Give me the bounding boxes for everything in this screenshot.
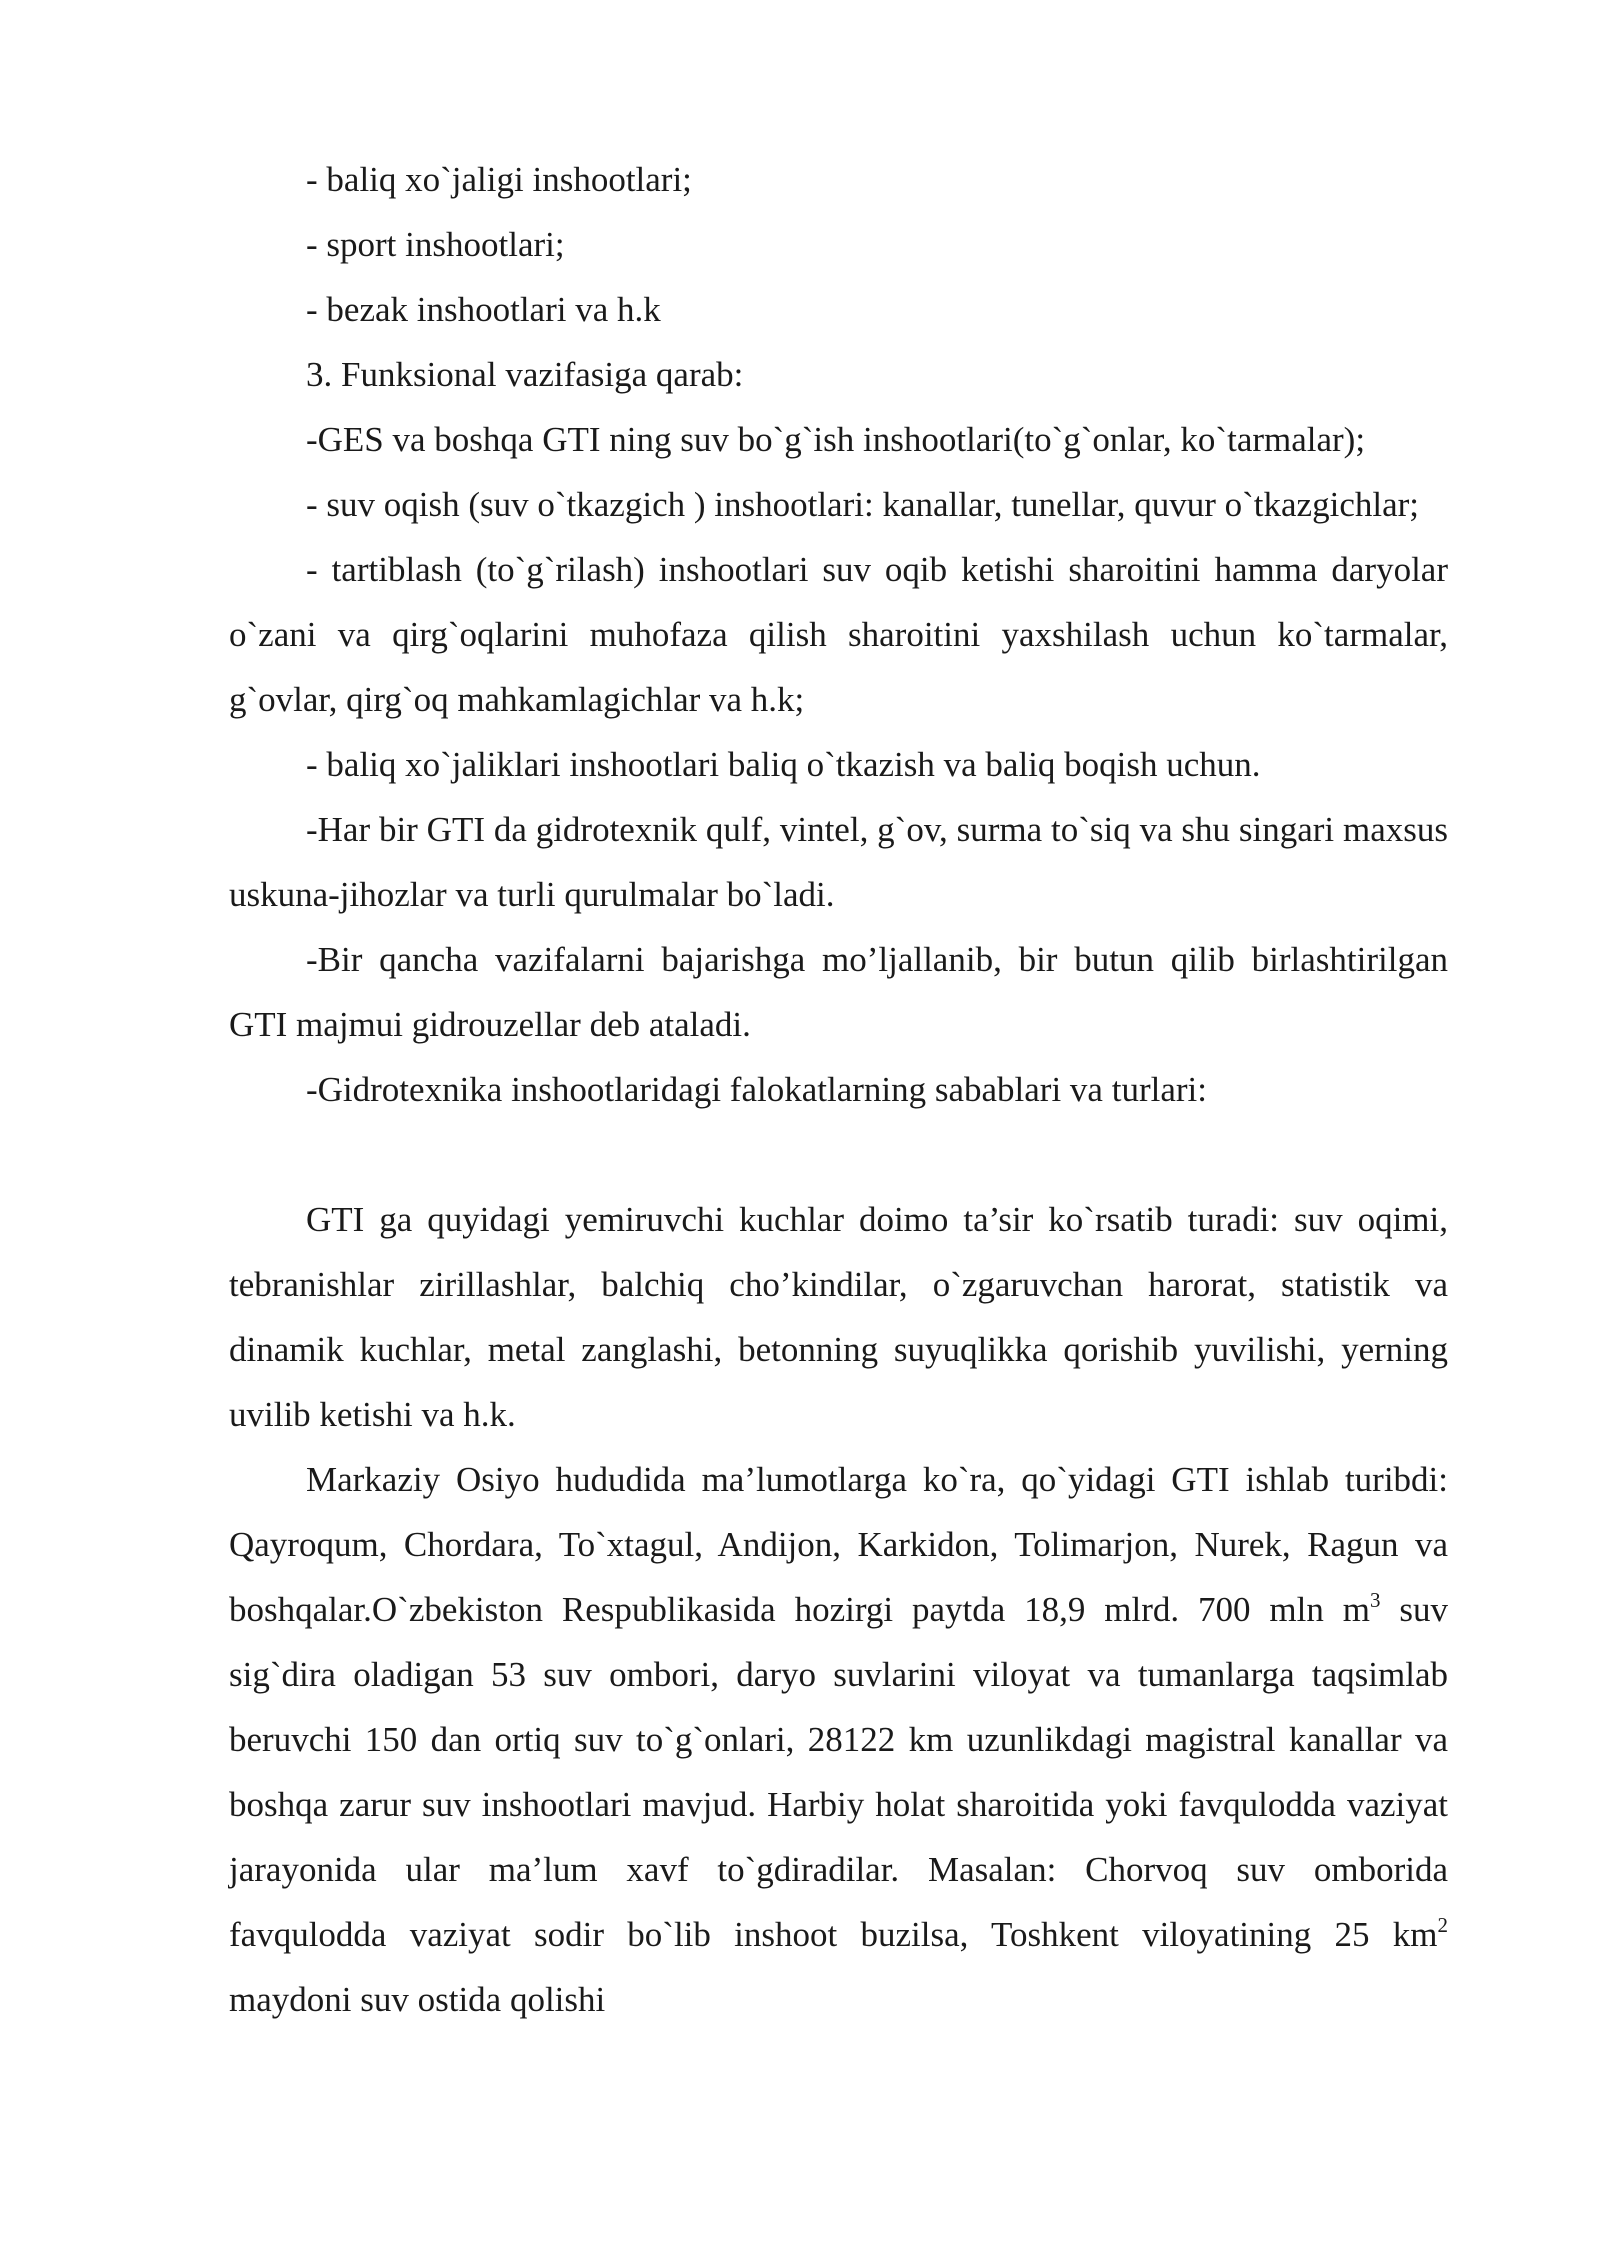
superscript-cubic: 3 [1369, 1588, 1381, 1612]
paragraph-destructive-forces: GTI ga quyidagi yemiruvchi kuchlar doimo ta’sir ko`rsatib turadi: suv oqimi, tebranishlar zirillashlar, balchiq cho’kindilar, o`zgaruvchan harorat, statistik va dinamik kuchlar, metal zanglashi, betonning suyuqlikka qorishib yuvilishi, yerning uvilib ketishi va h.k. [229, 1200, 1448, 1434]
list-item-regulation-structures: - tartiblash (to`g`rilash) inshootlari suv oqib ketishi sharoitini hamma daryolar o`zani va qirg`oqlarini muhofaza qilish sharoitini yaxshilash uchun ko`tarmalar, g`ovlar, qirg`oq mahkamlagichlar va h.k; [229, 550, 1448, 719]
paragraph-text-part3: maydoni suv ostida qolishi [229, 1980, 606, 2019]
paragraph-hydronodes: -Bir qancha vazifalarni bajarishga mo’ljallanib, bir butun qilib birlashtirilgan GTI majmui gidrouzellar deb ataladi. [229, 940, 1448, 1044]
paragraph-text-part2: suv sig`dira oladigan 53 suv ombori, daryo suvlarini viloyat va tumanlarga taqsimlab beruvchi 150 dan ortiq suv to`g`onlari, 28122 km uzunlikdagi magistral kanallar va boshqa zarur suv inshootlari mavjud. Harbiy holat sharoitida yoki favqulodda vaziyat jarayonida ular ma’lum xavf to`gdiradilar. Masalan: Chorvoq suv omborida favqulodda vaziyat sodir bo`lib inshoot buzilsa, Toshkent viloyatining 25 km [229, 1590, 1448, 1954]
paragraph-central-asia-hydro [229, 1447, 1448, 2032]
paragraph-text-part1: Markaziy Osiyo hududida ma’lumotlarga ko`ra, qo`yidagi GTI ishlab turibdi: Qayroqum, Chordara, To`xtagul, Andijon, Karkidon, Tolimarjon, Nurek, Ragun va boshqalar.O`zbekiston Respublikasida hozirgi paytda 18,9 mlrd. 700 mln m [229, 1460, 1448, 1629]
list-item-water-conduit-structures: - suv oqish (suv o`tkazgich ) inshootlari: kanallar, tunellar, quvur o`tkazgichlar; [306, 485, 1419, 524]
list-item-fishery-structures: - baliq xo`jaligi inshootlari; [306, 160, 692, 199]
superscript-square: 2 [1437, 1913, 1448, 1937]
paragraph-accident-causes-heading: -Gidrotexnika inshootlaridagi falokatlarning sabablari va turlari: [306, 1070, 1207, 1109]
paragraph-equipment: -Har bir GTI da gidrotexnik qulf, vintel, g`ov, surma to`siq va shu singari maxsus uskuna-jihozlar va turli qurulmalar bo`ladi. [229, 810, 1448, 914]
list-item-fishery-farm-structures: - baliq xo`jaliklari inshootlari baliq o`tkazish va baliq boqish uchun. [306, 745, 1261, 784]
document-body [229, 147, 1448, 2032]
list-item-decorative-structures: - bezak inshootlari va h.k [306, 290, 661, 329]
list-item-sport-structures: - sport inshootlari; [306, 225, 565, 264]
list-item-dam-structures: -GES va boshqa GTI ning suv bo`g`ish inshootlari(to`g`onlar, ko`tarmalar); [306, 420, 1366, 459]
blank-line [229, 1122, 1448, 1187]
section-heading-functional-purpose: 3. Funksional vazifasiga qarab: [306, 355, 744, 394]
